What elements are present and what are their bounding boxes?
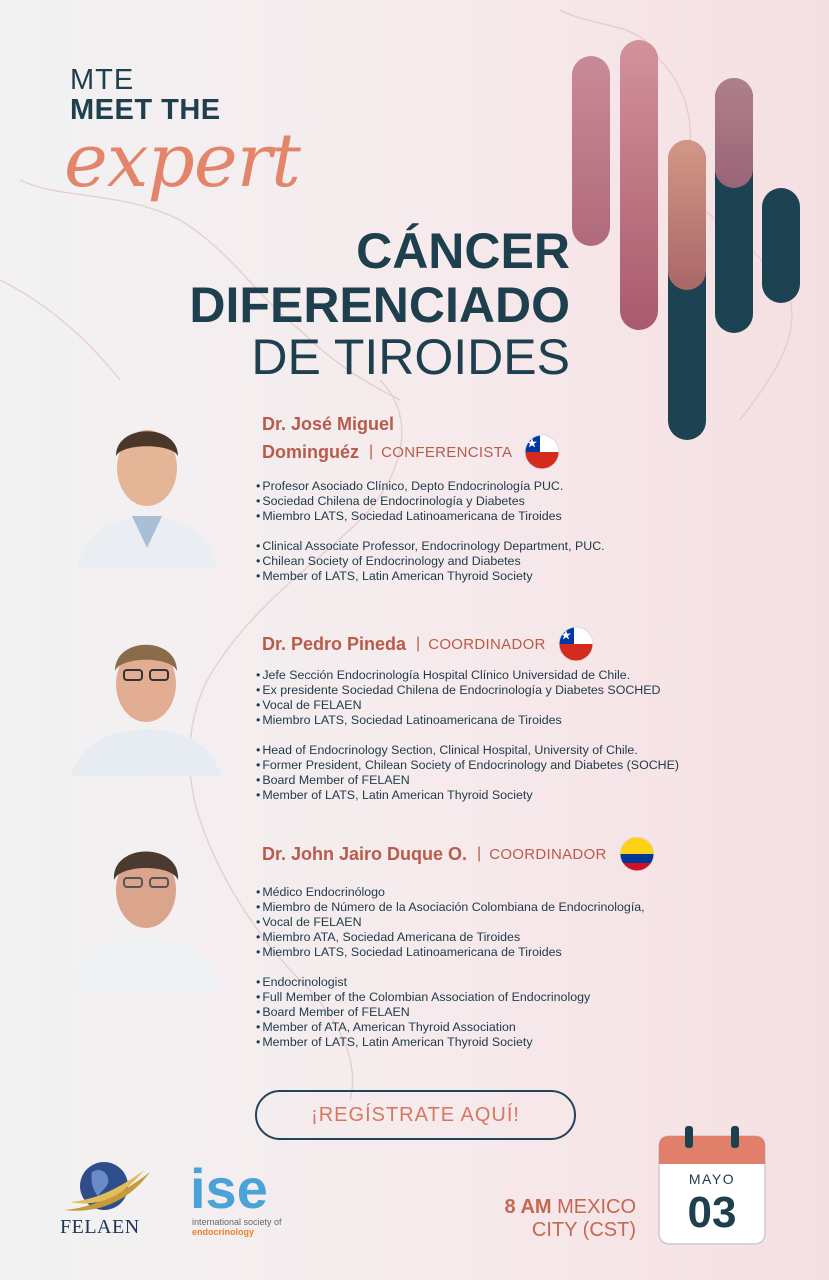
bar-2 xyxy=(620,40,658,330)
speaker-2-name-row xyxy=(262,626,594,662)
list-item: • Member of ATA, American Thyroid Association xyxy=(256,1020,645,1035)
list-item: • Endocrinologist xyxy=(256,975,645,990)
speaker-1-name-row xyxy=(262,414,394,435)
list-item: • Miembro de Número de la Asociación Colombiana de Endocrinología, xyxy=(256,900,645,915)
felaen-logo-icon xyxy=(62,1158,152,1216)
list-item: • Miembro LATS, Sociedad Latinoamericana de Tiroides xyxy=(256,509,605,524)
speaker-2-photo xyxy=(66,626,226,776)
list-item: • Jefe Sección Endocrinología Hospital Clínico Universidad de Chile. xyxy=(256,668,679,683)
ise-subtitle-2: endocrinology xyxy=(192,1227,255,1237)
list-item: • Member of LATS, Latin American Thyroid Society xyxy=(256,569,605,584)
separator: | xyxy=(477,845,482,862)
list-item: • Head of Endocrinology Section, Clinical Hospital, University of Chile. xyxy=(256,743,679,758)
calendar-month: MAYO xyxy=(688,1171,736,1187)
event-timezone: CITY (CST) xyxy=(531,1219,636,1241)
mte-label: MTE xyxy=(70,64,135,96)
speaker-2-name: Dr. Pedro Pineda xyxy=(262,633,407,654)
colombia-flag-icon xyxy=(619,836,655,872)
list-item: • Chilean Society of Endocrinology and Diabetes xyxy=(256,554,605,569)
list-gap xyxy=(256,960,645,975)
list-item: • Vocal de FELAEN xyxy=(256,915,645,930)
list-item: • Profesor Asociado Clínico, Depto Endocrinología PUC. xyxy=(256,479,605,494)
speaker-1-name-row-2 xyxy=(262,434,560,470)
speaker-1-name-line-1: Dr. José Miguel xyxy=(262,414,395,434)
chile-flag-icon xyxy=(524,434,560,470)
list-item: • Médico Endocrinólogo xyxy=(256,885,645,900)
list-item: • Sociedad Chilena de Endocrinología y Diabetes xyxy=(256,494,605,509)
separator: | xyxy=(369,443,374,460)
chile-flag-icon xyxy=(558,626,594,662)
register-button[interactable]: ¡REGÍSTRATE AQUÍ! xyxy=(255,1090,576,1140)
bar-1 xyxy=(572,56,610,246)
list-item: • Miembro LATS, Sociedad Latinoamericana de Tiroides xyxy=(256,945,645,960)
title-line-1: CÁNCER xyxy=(356,223,570,279)
list-item: • Vocal de FELAEN xyxy=(256,698,679,713)
list-item: • Former President, Chilean Society of Endocrinology and Diabetes (SOCHE) xyxy=(256,758,679,773)
speaker-3-name-row xyxy=(262,836,655,872)
calendar-day: 03 xyxy=(687,1188,737,1237)
bar-5 xyxy=(762,188,800,303)
list-item: • Miembro ATA, Sociedad Americana de Tiroides xyxy=(256,930,645,945)
meet-the-label: MEET THE xyxy=(70,94,221,126)
speaker-2-bullets xyxy=(256,668,679,803)
bar-3-overlay xyxy=(668,140,706,290)
list-gap xyxy=(256,728,679,743)
event-time-rest: MEXICO xyxy=(551,1196,636,1218)
event-time-bold: 8 AM xyxy=(504,1196,552,1218)
ise-logo xyxy=(190,1160,300,1218)
ise-subtitle-1: international society of xyxy=(192,1217,282,1227)
speaker-3-role: COORDINADOR xyxy=(489,845,607,863)
felaen-label: FELAEN xyxy=(60,1216,140,1238)
speaker-2-role: COORDINADOR xyxy=(428,635,546,653)
separator: | xyxy=(416,635,421,652)
speaker-3-bullets xyxy=(256,885,645,1050)
bar-4-overlay xyxy=(715,78,753,188)
list-item: • Board Member of FELAEN xyxy=(256,773,679,788)
list-item: • Member of LATS, Latin American Thyroid Society xyxy=(256,788,679,803)
speaker-1-bullets xyxy=(256,479,605,584)
list-item: • Board Member of FELAEN xyxy=(256,1005,645,1020)
speaker-1-name-line-2: Dominguéz xyxy=(262,441,359,462)
list-item: • Member of LATS, Latin American Thyroid Society xyxy=(256,1035,645,1050)
list-item: • Full Member of the Colombian Association of Endocrinology xyxy=(256,990,645,1005)
list-item: • Clinical Associate Professor, Endocrinology Department, PUC. xyxy=(256,539,605,554)
list-item: • Miembro LATS, Sociedad Latinoamericana de Tiroides xyxy=(256,713,679,728)
list-item: • Ex presidente Sociedad Chilena de Endocrinología y Diabetes SOCHED xyxy=(256,683,679,698)
event-time xyxy=(460,1196,636,1219)
decorative-bars xyxy=(560,30,810,440)
speaker-1-role: CONFERENCISTA xyxy=(381,443,513,461)
title-line-3: DE TIROIDES xyxy=(251,329,570,385)
svg-text:ise: ise xyxy=(190,1160,268,1218)
speaker-3-name: Dr. John Jairo Duque O. xyxy=(262,843,468,864)
speaker-1-photo xyxy=(72,408,222,568)
list-gap xyxy=(256,524,605,539)
expert-script: expert xyxy=(64,118,300,204)
speaker-3-photo xyxy=(66,830,226,990)
title-line-2: DIFERENCIADO xyxy=(189,277,570,333)
